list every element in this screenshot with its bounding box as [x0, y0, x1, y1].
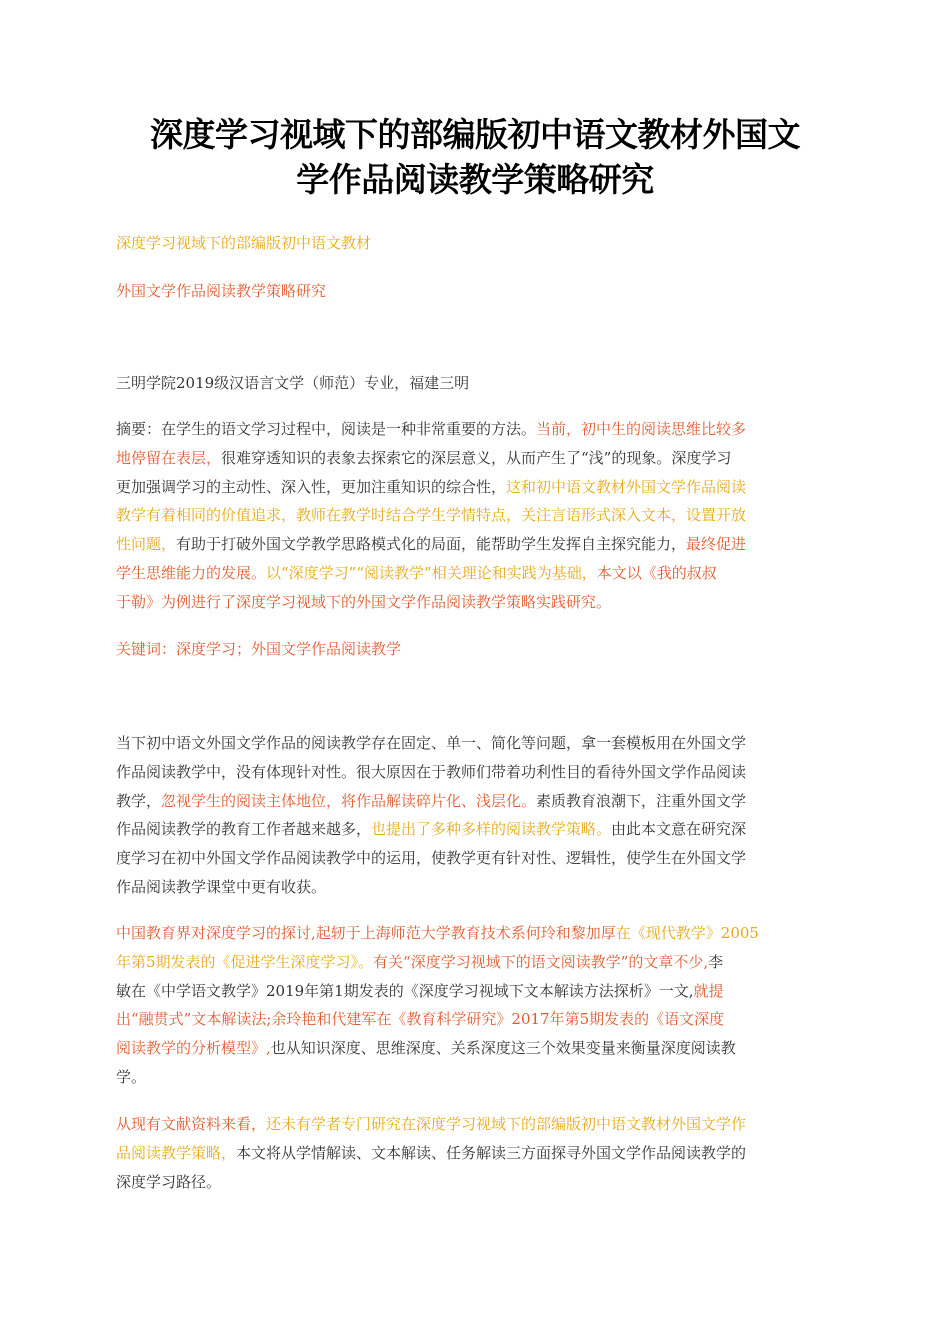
paragraph-text: 教学， — [116, 791, 162, 810]
paragraph-highlight: 从现有文献资料来看， — [116, 1115, 267, 1133]
abstract-highlight: 这和初中语文教材外国文学作品阅读 — [506, 477, 747, 496]
abstract-highlight: 地停留在表层， — [116, 448, 222, 467]
paragraph-highlight: 就提 — [693, 981, 724, 1000]
abstract-text: 更加强调学习的主动性、深入性，更加注重知识的综合性， — [116, 477, 507, 496]
abstract-text: 摘要：在学生的语文学习过程中，阅读是一种非常重要的方法。 — [116, 420, 537, 438]
paragraph-highlight: 余玲艳和代建军在《教育科学研究》2017年第5期发表的《语文深度 — [271, 1010, 725, 1029]
paragraph-line: 度学习在初中外国文学作品阅读教学中的运用，使教学更有针对性、逻辑性，使学生在外国文学 — [116, 849, 747, 868]
paragraph-highlight: 阅读教学的分析模型》, — [116, 1039, 271, 1058]
subtitle-line-1: 深度学习视域下的部编版初中语文教材 — [116, 234, 372, 252]
paragraph-text: 作品阅读教学的教育工作者越来越多， — [116, 820, 372, 839]
abstract-text: 有助于打破外国文学教学思路模式化的局面，能帮助学生发挥自主探究能力， — [176, 535, 687, 554]
abstract-highlight: 性问题， — [116, 535, 177, 554]
paragraph-highlight: 忽视学生的阅读主体地位，将作品解读碎片化、浅层化。 — [161, 791, 537, 810]
paragraph-highlight: 品阅读教学策略， — [116, 1143, 237, 1162]
paragraph-text: 也从知识深度、思维深度、关系深度这三个效果变量来衡量深度阅读教 — [270, 1039, 736, 1058]
abstract-highlight: 最终促进 — [686, 535, 747, 554]
paragraph-highlight: 在《现代教学》2005 — [615, 924, 759, 942]
abstract-highlight: 教学有着相同的价值追求，教师在教学时结合学生学情特点，关注言语形式深入文本，设置开放 — [116, 506, 747, 525]
abstract-highlight: 以“深度学习”“阅读教学”相关理论和实践为基础， — [266, 563, 597, 582]
paragraph-highlight: 出“融贯式”文本解读法; — [116, 1010, 272, 1029]
body-paragraph-3 — [116, 1110, 836, 1196]
paragraph-line: 作品阅读教学中，没有体现针对性。很大原因在于教师们带着功利性目的看待外国文学作品阅读 — [116, 762, 747, 781]
keywords: 关键词：深度学习；外国文学作品阅读教学 — [116, 640, 402, 658]
paragraph-text: 李 — [708, 952, 724, 971]
abstract-highlight: 于勒》为例进行了深度学习视域下的外国文学作品阅读教学策略实践研究。 — [116, 592, 612, 611]
paragraph-text: 由此本文意在研究深 — [611, 820, 747, 839]
paragraph-text: 本文将从学情解读、文本解读、任务解读三方面探寻外国文学作品阅读教学的 — [236, 1143, 747, 1162]
paragraph-line: 深度学习路径。 — [116, 1172, 222, 1191]
paragraph-highlight: 中国教育界对深度学习的探讨,起轫于上海师范大学教育技术系何玲和黎加厚 — [116, 924, 616, 942]
body-paragraph-2 — [116, 919, 836, 1092]
title-line-1: 深度学习视域下的部编版初中语文教材外国文 — [150, 115, 800, 154]
subtitle-line-2: 外国文学作品阅读教学策略研究 — [116, 282, 327, 300]
abstract-highlight: 学生思维能力的发展。 — [116, 563, 267, 582]
paragraph-line: 学。 — [116, 1067, 147, 1086]
abstract-paragraph — [116, 415, 836, 617]
paragraph-text: 敏在《中学语文教学》2019年第1期发表的《深度学习视域下文本解读方法探析》一文, — [116, 981, 694, 1000]
abstract-highlight: 本文以《我的叔叔 — [596, 563, 717, 582]
paragraph-highlight: 还未有学者专门研究在深度学习视域下的部编版初中语文教材外国文学作 — [266, 1115, 747, 1133]
author-affiliation: 三明学院2019级汉语言文学（师范）专业，福建三明 — [116, 374, 470, 392]
document-title — [100, 112, 850, 202]
body-paragraph-1 — [116, 729, 836, 902]
paragraph-highlight: 年第5期发表的《促进学生深度学习》。 — [116, 952, 374, 971]
paragraph-line: 当下初中语文外国文学作品的阅读教学存在固定、单一、简化等问题，拿一套模板用在外国文学 — [116, 734, 747, 752]
paragraph-highlight: 有关“深度学习视域下的语文阅读教学”的文章不少, — [373, 952, 709, 971]
paragraph-text: 素质教育浪潮下，注重外国文学 — [536, 791, 747, 810]
abstract-highlight: 当前，初中生的阅读思维比较多 — [536, 420, 747, 438]
abstract-text: 很难穿透知识的表象去探索它的深层意义，从而产生了“浅”的现象。深度学习 — [221, 448, 732, 467]
title-line-2: 学作品阅读教学策略研究 — [296, 160, 654, 199]
paragraph-line: 作品阅读教学课堂中更有收获。 — [116, 877, 327, 896]
paragraph-highlight: 也提出了多种多样的阅读教学策略。 — [371, 820, 612, 839]
